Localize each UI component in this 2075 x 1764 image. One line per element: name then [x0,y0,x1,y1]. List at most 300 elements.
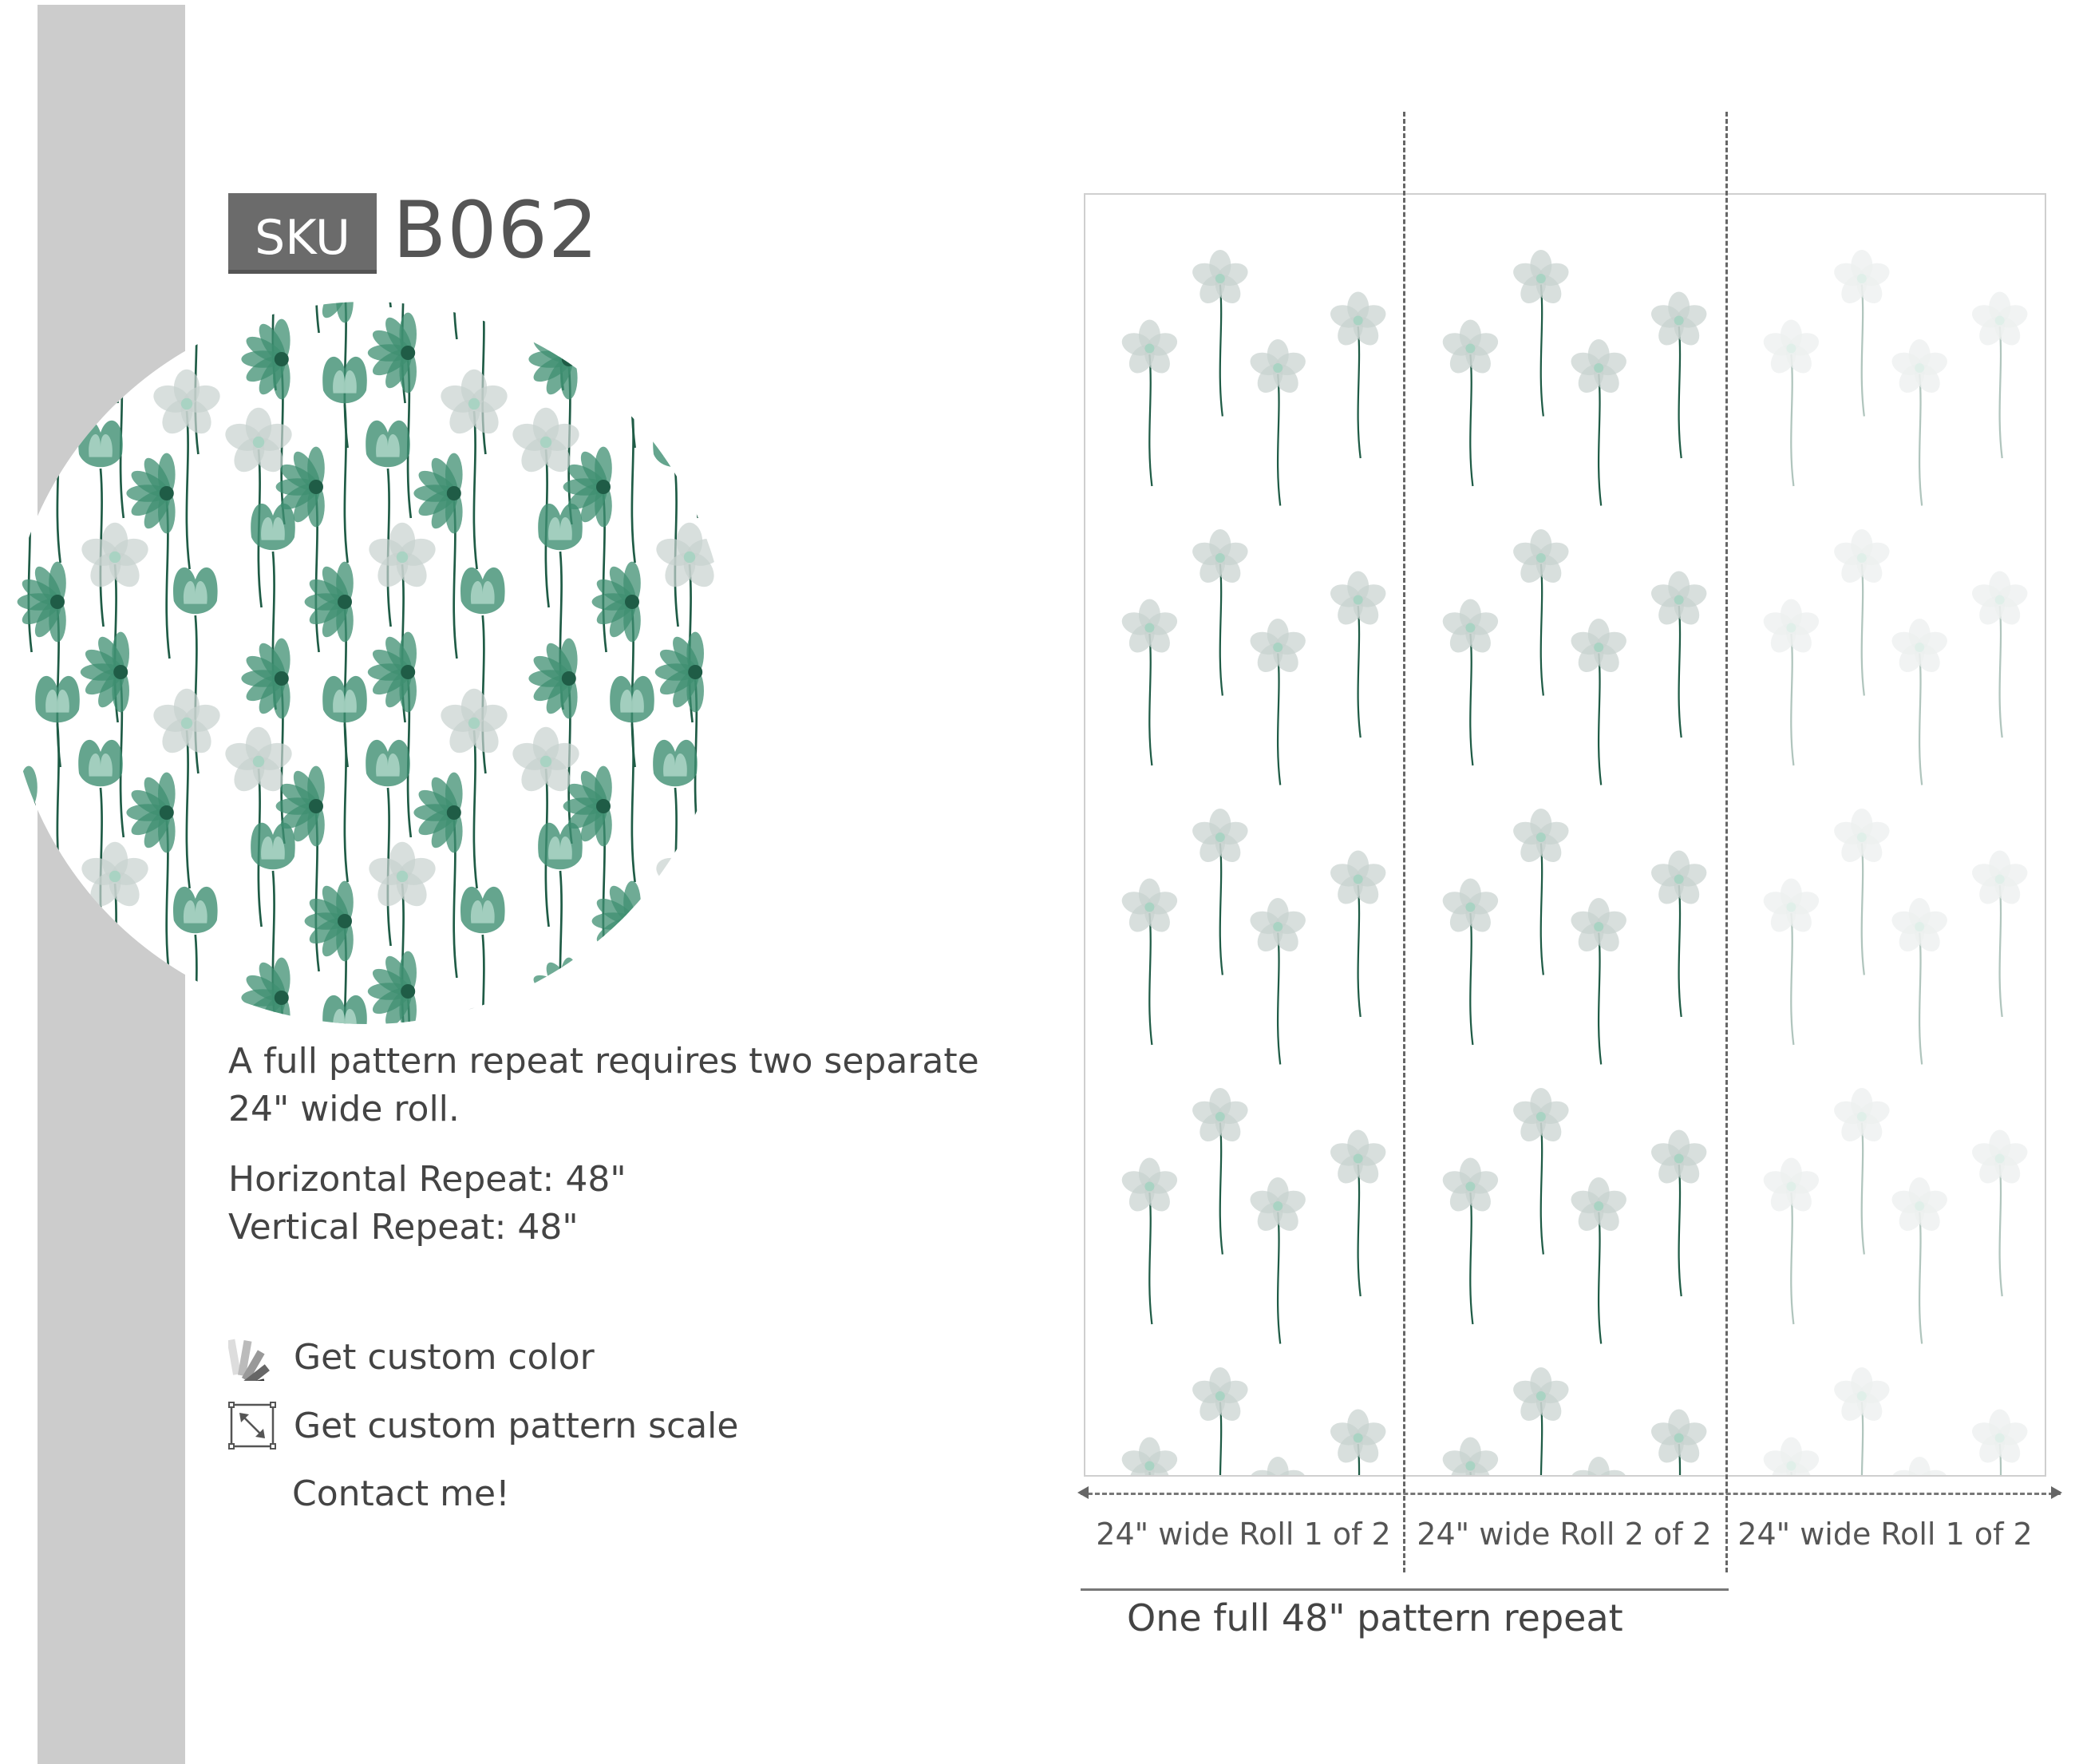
full-repeat-line [1081,1588,1729,1591]
flower-center [1514,972,1524,982]
flower-center [109,871,121,882]
flower-center [2005,428,2014,437]
roll-seam-guide-2 [1725,112,1728,1572]
flower-motif [6,727,8,927]
petal [713,805,729,852]
flower-center [1995,1434,2005,1443]
flower-center [1449,777,1459,786]
flower-center [1215,1112,1225,1121]
flower-motif [1440,599,1501,766]
flower-stem [2010,1276,2012,1408]
flower-center [1857,1112,1867,1121]
flower-center [1128,777,1138,786]
flower-stem [2010,718,2012,849]
flower-center [1835,1252,1844,1261]
flower-center [1947,503,1956,512]
flower-stem [1519,983,1521,1115]
flower-stem [1919,654,1922,785]
flower-center [309,799,323,813]
flower-center [1465,344,1475,354]
flower-stem [1840,425,1842,556]
flower-stem [1220,285,1223,417]
flower-stem [1149,354,1152,486]
flower-center [447,805,461,820]
flower-stem [1791,913,1793,1045]
petal [702,785,729,821]
petal [610,995,654,1024]
petal [702,465,729,502]
flower-motif [1761,879,1822,1046]
flower-center [1857,553,1867,563]
flower-center [1128,1056,1138,1066]
flower-center [468,718,480,729]
flower-motif [1119,879,1180,1046]
flower-center [1835,972,1844,982]
flower-motif [1247,619,1309,785]
flower-center [338,595,352,609]
flower-center [1594,922,1603,931]
petal [623,302,641,322]
flower-motif [1247,1177,1309,1344]
petal [623,881,641,924]
horizontal-repeat: Horizontal Repeat: 48" [228,1159,626,1200]
flower-center [596,799,611,813]
flower-center [1273,363,1283,373]
flower-motif [653,302,698,307]
custom-color-option[interactable] [228,1333,595,1381]
flower-center [1857,274,1867,283]
flower-center [1273,922,1283,931]
petal [713,486,729,532]
flower-center [1684,428,1694,437]
flower-center [1594,1201,1603,1211]
flower-stem [1689,438,1691,570]
flower-stem [1368,718,1370,849]
flower-stem [1630,235,1633,366]
flower-motif [1889,1457,1951,1477]
flower-center [1995,595,2005,605]
flower-motif [1761,1158,1822,1325]
flower-stem [1198,983,1200,1115]
flower-center [1354,875,1363,884]
flower-stem [1951,1073,1954,1204]
flower-motif [1761,320,1822,487]
roll-label-2: 24" wide Roll 2 of 2 [1417,1517,1712,1552]
flower-stem [1220,1123,1223,1255]
flower-motif [725,1008,729,1024]
flower-center [1857,833,1867,842]
petal [620,370,644,394]
petal [663,434,687,457]
flower-stem [1541,844,1543,975]
flower-center [1354,595,1363,605]
flower-stem [1599,374,1601,506]
flower-center [1626,782,1635,792]
flower-stem [1919,1212,1922,1344]
flower-center [401,346,415,360]
flower-center [22,480,36,494]
petal [560,319,578,362]
flower-stem [1630,1073,1633,1204]
flower-motif [725,689,729,888]
flower-motif [1440,1158,1501,1325]
flower-center [1514,1252,1524,1261]
dimension-arrow-right [2051,1486,2062,1499]
flower-motif [1761,1438,1822,1477]
petal [655,983,698,1000]
flower-center [1674,1434,1684,1443]
flower-motif [6,823,8,1024]
flower-center [1995,1154,2005,1164]
flower-stem [1470,634,1472,765]
petal [668,314,705,360]
flower-center [1128,218,1138,227]
petal [653,421,698,467]
petal [701,485,729,502]
flower-center [688,346,702,360]
flower-stem [1278,933,1280,1065]
flower-center [1305,1341,1314,1351]
flower-motif [6,408,8,607]
custom-scale-option[interactable] [228,1402,738,1450]
flower-motif [1969,1410,2030,1477]
flower-center [684,552,695,563]
flower-center [1594,643,1603,652]
flower-center [1363,428,1373,437]
flower-center [338,914,352,928]
petal [437,1019,481,1024]
roll-label-1: 24" wide Roll 1 of 2 [1096,1517,1391,1552]
flower-stem [1862,564,1864,696]
flower-center [1536,274,1546,283]
roll-panel [1103,195,1398,1477]
flower-stem [1599,933,1601,1065]
contact-link[interactable]: Contact me! [292,1473,510,1514]
flower-center [113,665,128,679]
flower-center [1144,903,1154,912]
flower-center [1449,1335,1459,1345]
flower-stem [1470,1192,1472,1324]
petal [725,1019,729,1024]
flower-stem [1862,285,1864,417]
flower-center [1144,344,1154,354]
flower-stem [1368,438,1370,570]
petal [702,804,729,840]
flower-center [181,718,192,729]
flower-center [1770,777,1780,786]
flower-center [1354,1434,1363,1443]
flower-center [1193,693,1203,702]
flower-center [1465,1182,1475,1192]
petal [6,797,36,834]
flower-stem [1278,1212,1280,1344]
flower-center [1915,363,1924,373]
flower-center [1465,903,1475,912]
petal [686,350,704,393]
flower-center [1626,223,1635,233]
flower-center [2005,987,2014,996]
flower-center [1947,223,1956,233]
flower-stem [1630,793,1633,925]
flower-center [309,480,323,494]
flower-stem [1689,1276,1691,1408]
flower-motif [1119,1158,1180,1325]
color-fan-icon [228,1333,276,1381]
flower-motif [1889,1177,1951,1344]
flower-stem [29,302,32,333]
flower-stem [603,302,607,333]
petal [541,991,578,1024]
vertical-repeat: Vertical Repeat: 48" [228,1207,579,1248]
flower-center [1128,497,1138,507]
flower-motif [1568,1457,1630,1477]
flower-center [1626,1341,1635,1351]
flower-motif [1440,879,1501,1046]
petal [6,478,32,496]
flower-center [1626,503,1635,512]
petal [6,478,36,515]
flower-motif [1761,599,1822,766]
flower-stem [2010,997,2012,1129]
flower-center [1514,413,1524,423]
flower-center [1995,875,2005,884]
flower-motif [1568,619,1630,785]
flower-stem [1519,1263,1521,1394]
flower-center [1449,218,1459,227]
flower-center [1786,1461,1796,1471]
flower-center [1835,413,1844,423]
flower-center [1215,553,1225,563]
flower-center [1674,875,1684,884]
flower-center [253,756,264,767]
flower-stem [1368,997,1370,1129]
flower-stem [1541,1123,1543,1255]
flower-center [562,671,576,686]
flower-center [1449,497,1459,507]
petal [610,357,654,403]
flower-stem [1840,704,1842,836]
flower-motif [1189,1367,1251,1477]
sku-label-box [228,193,377,273]
flower-motif [1889,619,1951,785]
flower-center [540,437,551,448]
flower-center [1363,1266,1373,1276]
flower-center [1786,903,1796,912]
flower-motif [6,766,38,971]
petal [656,983,702,1019]
flower-center [1193,413,1203,423]
flower-center [625,914,639,928]
flower-center [1354,316,1363,326]
petal [20,803,38,846]
custom-scale-label: Get custom pattern scale [294,1405,739,1446]
flower-center [1536,833,1546,842]
flower-center [1835,693,1844,702]
flower-center [1273,1201,1283,1211]
flower-center [181,398,192,409]
flower-center [22,799,36,813]
petal [623,918,641,961]
flower-center [253,437,264,448]
petal [655,344,698,362]
flower-stem [632,928,635,1024]
flower-stem [1689,718,1691,849]
flower-stem [1541,564,1543,696]
flower-center [160,805,174,820]
flower-center [109,552,121,563]
flower-center [625,595,639,609]
petal [683,853,727,889]
petal [668,346,705,392]
petal [6,459,36,496]
flower-center [1947,1341,1956,1351]
flower-center [1449,1056,1459,1066]
flower-center [447,486,461,500]
flower-center [1947,1062,1956,1071]
petal [6,504,8,550]
flower-stem [1278,374,1280,506]
flower-motif [1889,339,1951,506]
flower-center [50,595,65,609]
sku-code: B062 [393,185,599,276]
flower-center [1215,833,1225,842]
flower-center [1305,782,1314,792]
petal [713,454,729,500]
swatch-pattern [6,302,729,1024]
flower-center [1915,922,1924,931]
flower-stem [2010,438,2012,570]
flower-motif [1247,339,1309,506]
flower-center [1684,1266,1694,1276]
flower-motif [1119,599,1180,766]
petal [6,738,8,774]
petal [528,989,571,1007]
flower-stem [1198,425,1200,556]
flower-stem [1278,654,1280,785]
flower-center [1363,707,1373,717]
flower-center [688,984,702,999]
flower-stem [1519,425,1521,556]
flower-center [1915,1201,1924,1211]
flower-center [1144,623,1154,633]
flower-stem [1630,514,1633,646]
sku-underline [228,270,377,274]
flower-stem [690,302,693,403]
flower-center [160,486,174,500]
dimension-arrow-left [1077,1486,1089,1499]
flower-stem [1791,1192,1793,1324]
petal [6,419,8,455]
petal [701,804,729,821]
flower-center [397,552,408,563]
flower-center [1215,274,1225,283]
flower-center [1193,1252,1203,1261]
flower-stem [1919,933,1922,1065]
flower-center [1536,1391,1546,1401]
flower-motif [6,302,38,333]
flower-center [401,984,415,999]
flower-center [1465,623,1475,633]
pattern-swatch-circle [6,302,729,1024]
flower-center [1786,623,1796,633]
flower-stem [1951,793,1954,925]
petal [593,302,639,310]
flower-center [1770,218,1780,227]
custom-color-label: Get custom color [294,1336,595,1378]
petal [468,1019,512,1024]
flower-center [1684,987,1694,996]
flower-motif [1648,1410,1709,1477]
flower-stem [1470,913,1472,1045]
flower-center [1363,987,1373,996]
flower-stem [1951,1352,1954,1477]
petal [6,799,38,845]
flower-center [275,352,289,366]
flower-center [275,991,289,1005]
flower-motif [563,302,613,333]
flower-stem [1519,704,1521,836]
flower-center [1536,1112,1546,1121]
petal [686,951,704,995]
flower-stem [1919,374,1922,506]
flower-motif [653,842,726,1024]
flower-motif [1247,898,1309,1065]
flower-center [1674,316,1684,326]
flower-motif [1327,1410,1389,1477]
wallpaper-wall-preview [1084,193,2046,1477]
flower-stem [1310,235,1312,366]
flower-stem [1541,285,1543,417]
flower-center [1354,1154,1363,1164]
roll-seam-guide-1 [1403,112,1405,1572]
flower-center [1786,344,1796,354]
flower-center [1786,1182,1796,1192]
flower-stem [1149,1192,1152,1324]
petal [560,995,578,1024]
flower-stem [1310,793,1312,925]
flower-stem [1368,1276,1370,1408]
flower-center [1857,1391,1867,1401]
flower-stem [569,1005,572,1024]
petal [6,448,38,494]
flower-center [596,480,611,494]
flower-center [1626,1062,1635,1071]
flower-stem [1220,844,1223,975]
flower-center [562,352,576,366]
repeat-description [228,1038,979,1133]
flower-center [1674,1154,1684,1164]
petal [620,1009,644,1024]
flower-stem [1689,997,1691,1129]
flower-center [1684,707,1694,717]
flower-stem [675,302,678,307]
flower-center [562,991,576,1005]
flower-center [1144,1461,1154,1471]
petal [20,447,38,490]
flower-motif [6,302,8,390]
petal [530,989,576,1024]
flower-center [1770,1335,1780,1345]
flower-stem [1951,514,1954,646]
flower-center [1594,363,1603,373]
flower-motif [1568,1177,1630,1344]
roll-dimension-line [1081,1493,2061,1495]
flower-center [2005,1266,2014,1276]
flower-motif [653,302,726,403]
flower-motif [701,773,729,978]
wall-pattern [1085,195,2046,1477]
flower-center [1995,316,2005,326]
